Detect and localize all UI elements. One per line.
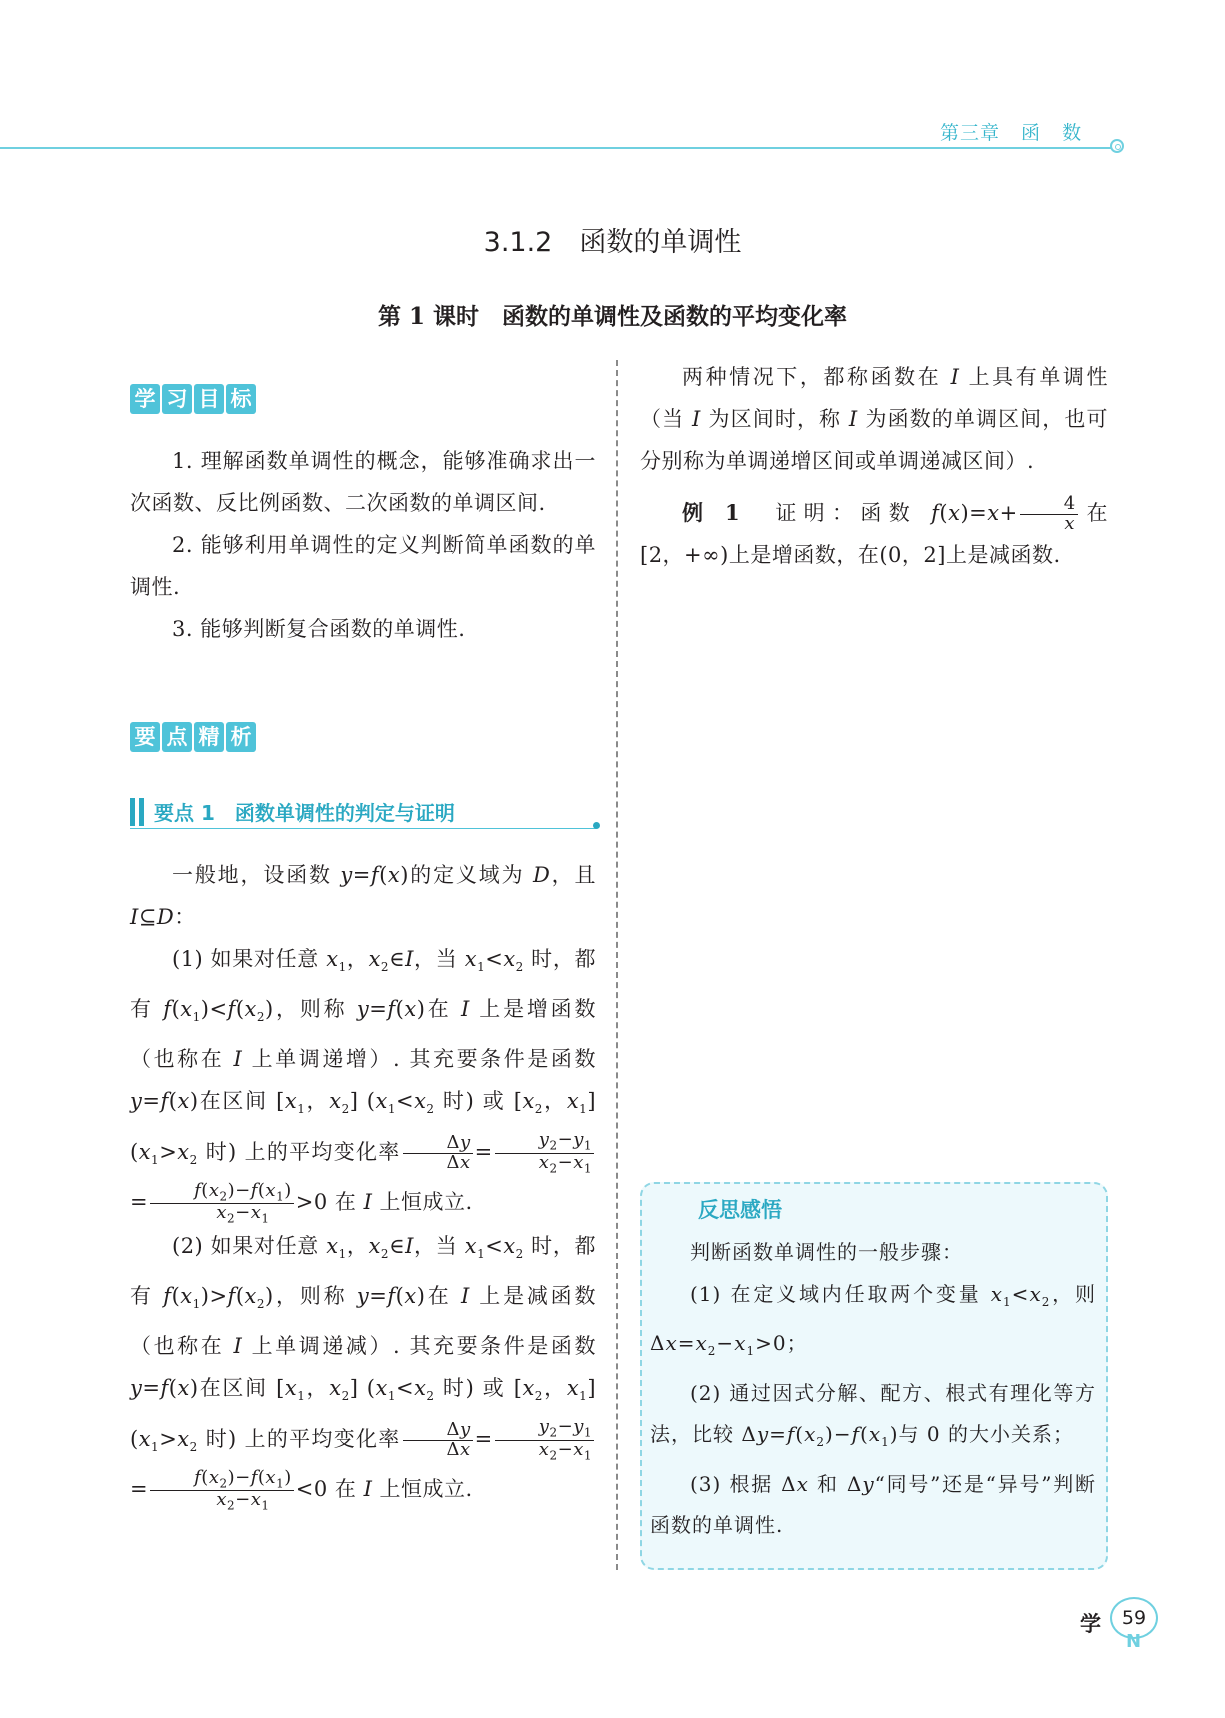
lesson-title: 第 1 课时 函数的单调性及函数的平均变化率: [377, 303, 848, 330]
goals-badge: [130, 384, 256, 414]
column-divider: [616, 360, 618, 1570]
badge-char: 学: [130, 384, 160, 414]
badge-char: 精: [194, 722, 224, 752]
keypoint-end-dot: [593, 822, 600, 829]
badge-char: 习: [162, 384, 192, 414]
analysis-badge: [130, 722, 256, 752]
reflection-body: 判断函数单调性的一般步骤： (1) 在定义域内任取两个变量 $x_1<x_2$，则 $\Delta x=x_2-x_1>0$； (2) 通过因式分解、配方、根式有理化等方法，比较 $\Delta y=f(x_2)-f(x_1)$与 0 的大小关系； (3) 根据 Δx 和 Δy“同号”还是“异号”判断函数的单调性.: [650, 1240, 1097, 1537]
badge-char: 点: [162, 722, 192, 752]
badge-char: 目: [194, 384, 224, 414]
goal-item: 1. 理解函数单调性的概念，能够准确求出一次函数、反比例函数、二次函数的单调区间.: [130, 449, 596, 515]
example-label: 例 1: [682, 500, 741, 525]
reflection-title: 反思感悟: [698, 1198, 782, 1222]
right-column-text: 两种情况下，都称函数在 I 上具有单调性（当 I 为区间时，称 I 为函数的单调区间，也可分别称为单调递增区间或单调递减区间）. 例 1 证明：函数 f(x)=x+ $\frac{4}{x}$ 在[2，+∞)上是增函数，在(0，2]上是减函数.: [640, 365, 1108, 567]
badge-char: 标: [226, 384, 256, 414]
header-rule: [0, 147, 1112, 149]
keypoint-bar: [130, 798, 135, 826]
goal-item: 3. 能够判断复合函数的单调性.: [172, 617, 466, 641]
badge-char: 析: [226, 722, 256, 752]
keypoint-heading: [130, 796, 596, 829]
monotonic-definition: 一般地，设函数 y=f(x)的定义域为 D，且 I⊆D： (1) 如果对任意 $x_1$，$x_2\in I$，当 $x_1<x_2$ 时，都有 $f(x_1)<f(x_2)$，则称 y=f(x)在 I 上是增函数（也称在 I 上单调递增）. 其充要条件是函数 y=f(x)在区间 [$x_1$，$x_2$] ($x_1<x_2$ 时) 或 [$x_2$，$x_1$] ($x_1>x_2$ 时) 上的平均变化率 $\frac{\Delta y}{\Delta x}$ = $\frac{y_2-y_1}{x_2-x_1}$ = $\frac{f(x_2)-f(x_1)}{x_2-x_1}$ >0 在 I 上恒成立. (2) 如果对任意 $x_1$，$x_2\in I$，当 $x_1<x_2$ 时，都有 $f(x_1)>f(x_2)$，则称 y=f(x)在 I 上是减函数（也称在 I 上单调递减）. 其充要条件是函数 y=f(x)在区间 [$x_1$，$x_2$] ($x_1<x_2$ 时) 或 [$x_2$，$x_1$] ($x_1>x_2$ 时) 上的平均变化率 $\frac{\Delta y}{\Delta x}$ = $\frac{y_2-y_1}{x_2-x_1}$ = $\frac{f(x_2)-f(x_1)}{x_2-x_1}$ <0 在 I 上恒成立.: [130, 863, 597, 1513]
chapter-header: 第三章 函 数: [940, 122, 1083, 144]
footer-logo-n: N: [1126, 1631, 1142, 1652]
goals-list: [130, 440, 596, 650]
reflection-box: [640, 1182, 1108, 1570]
page-number: 59: [1110, 1597, 1158, 1639]
keypoint-label: 要点 1 函数单调性的判定与证明: [154, 801, 455, 825]
section-title: 3.1.2 函数的单调性: [483, 227, 742, 258]
footer-xue: 学: [1080, 1611, 1101, 1636]
goal-item: 2. 能够利用单调性的定义判断简单函数的单调性.: [130, 533, 596, 599]
badge-char: 要: [130, 722, 160, 752]
keypoint-bar: [139, 798, 144, 826]
header-circle-ornament: [1110, 139, 1124, 153]
